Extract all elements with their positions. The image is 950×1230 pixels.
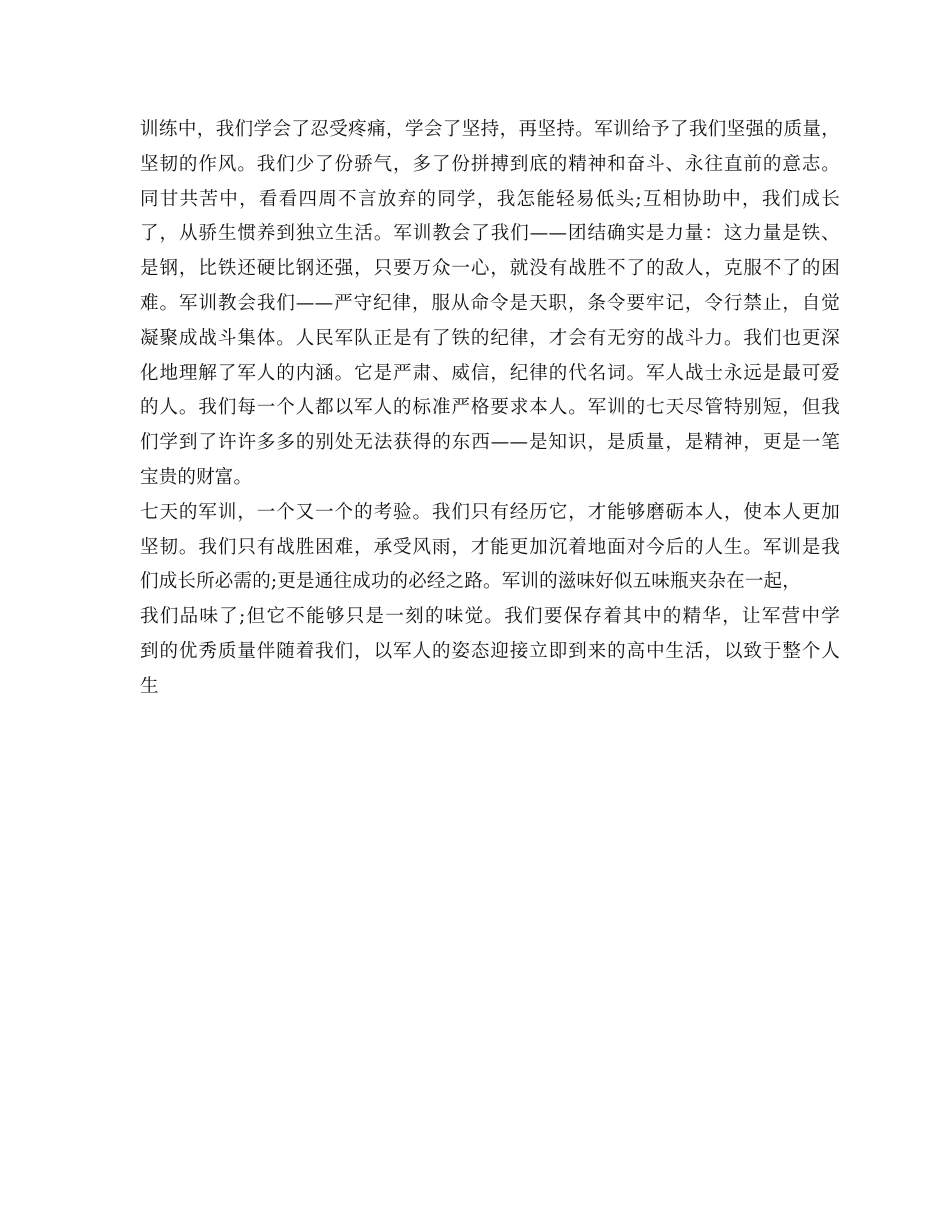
text-line: 是钢，比铁还硬比钢还强，只要万众一心，就没有战胜不了的敌人，克服不了的困 bbox=[140, 258, 840, 280]
text-line: 宝贵的财富。 bbox=[140, 466, 253, 488]
text-line: 化地理解了军人的内涵。它是严肃、威信，纪律的代名词。军人战士永远是最可爱 bbox=[140, 362, 840, 384]
text-line: 了，从骄生惯养到独立生活。军训教会了我们——团结确实是力量：这力量是铁、 bbox=[140, 223, 840, 245]
text-line: 凝聚成战斗集体。人民军队正是有了铁的纪律，才会有无穷的战斗力。我们也更深 bbox=[140, 327, 840, 349]
text-line: 坚韧的作风。我们少了份骄气，多了份拼搏到底的精神和奋斗、永往直前的意志。 bbox=[140, 153, 840, 175]
text-line: 的人。我们每一个人都以军人的标准严格要求本人。军训的七天尽管特别短，但我 bbox=[140, 397, 840, 419]
text-line: 难。军训教会我们——严守纪律，服从命令是天职，条令要牢记，令行禁止，自觉 bbox=[140, 292, 840, 314]
text-line: 训练中，我们学会了忍受疼痛，学会了坚持，再坚持。军训给予了我们坚强的质量， bbox=[140, 119, 840, 140]
document-body bbox=[140, 113, 840, 705]
text-line: 到的优秀质量伴随着我们，以军人的姿态迎接立即到来的高中生活，以致于整个人 bbox=[140, 640, 840, 662]
text-line: 们成长所必需的;更是通往成功的必经之路。军训的滋味好似五味瓶夹杂在一起， bbox=[140, 571, 801, 593]
text-line: 七天的军训，一个又一个的考验。我们只有经历它，才能够磨砺本人，使本人更加 bbox=[140, 501, 840, 523]
text-line: 们学到了许许多多的别处无法获得的东西——是知识，是质量，是精神，更是一笔 bbox=[140, 432, 840, 454]
text-line: 同甘共苦中，看看四周不言放弃的同学，我怎能轻易低头;互相协助中，我们成长 bbox=[140, 188, 840, 210]
text-line: 我们品味了;但它不能够只是一刻的味觉。我们要保存着其中的精华，让军营中学 bbox=[140, 606, 840, 628]
text-line: 生 bbox=[140, 675, 159, 697]
text-line: 坚韧。我们只有战胜困难，承受风雨，才能更加沉着地面对今后的人生。军训是我 bbox=[140, 536, 840, 558]
